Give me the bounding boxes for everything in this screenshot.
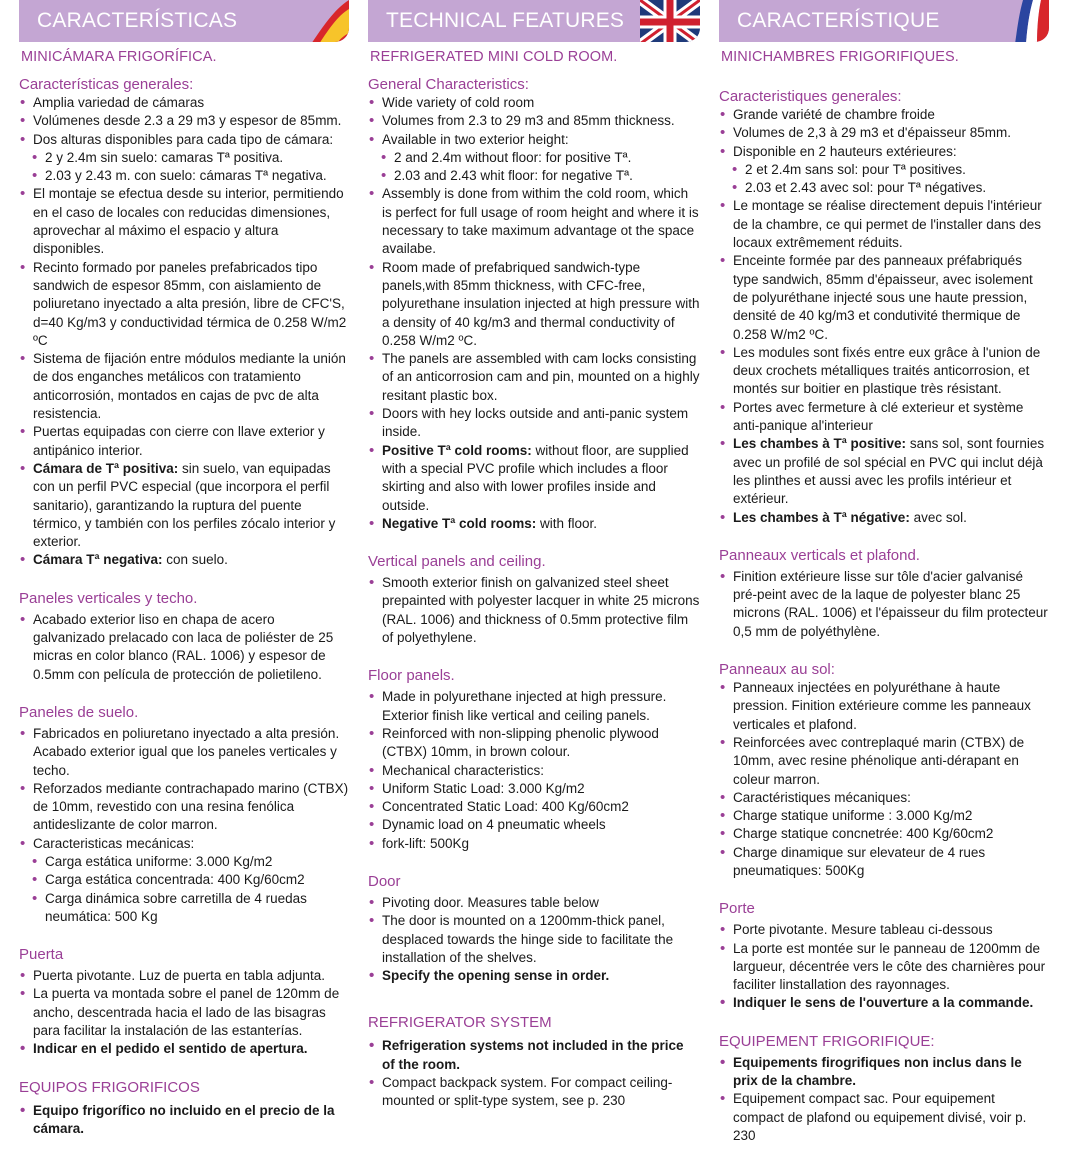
section-title: EQUIPEMENT FRIGORIFIQUE: xyxy=(719,1032,935,1050)
item-text: without floor, are supplied with a special PVC profile which includes a floor skirting and also with lower profiles inside and outside. xyxy=(382,442,689,513)
list-item: • Assembly is done from withim the cold room, which is perfect for full usage of room height and where it is necessary to take maximum advantage ot the space availabe. xyxy=(368,185,700,258)
section-title: REFRIGERATOR SYSTEM xyxy=(368,1014,552,1032)
section-title: Paneles verticales y techo. xyxy=(19,589,198,607)
list-item xyxy=(368,442,700,515)
list-subitem: • 2.03 y 2.43 m. con suelo: cámaras Tª negativa. xyxy=(19,167,349,185)
list-item: • Portes avec fermeture à clé exterieur et système anti-panique al'interieur xyxy=(719,399,1049,436)
section-header xyxy=(19,0,349,42)
list-item xyxy=(719,509,1049,527)
section-title: Door xyxy=(368,872,401,890)
panels-section xyxy=(368,552,700,647)
list-item: • Compact backpack system. For compact ceiling-mounted or split-type system, see p. 230 xyxy=(368,1074,700,1111)
section-title: Caracteristiques generales: xyxy=(719,88,902,105)
list-item: • Refrigeration systems not included in the price of the room. xyxy=(368,1037,700,1074)
list-item: • Volumes from 2.3 to 29 m3 and 85mm thickness. xyxy=(368,112,700,130)
list-item: • Equipements firogrifiques non inclus dans le prix de la chambre. xyxy=(719,1054,1049,1091)
general-section xyxy=(719,87,1049,527)
header-title: CARACTERÍSTICAS xyxy=(37,9,238,32)
section-title: Puerta xyxy=(19,946,64,964)
section-title: Características generales: xyxy=(19,76,194,93)
list-item: • Concentrated Static Load: 400 Kg/60cm2 xyxy=(368,798,700,816)
equipment-section xyxy=(719,1032,1049,1145)
bold-label: Les chambes à Tª positive: xyxy=(733,436,907,452)
list-item: • Volúmenes desde 2.3 a 29 m3 y espesor de 85mm. xyxy=(19,112,349,130)
column-french xyxy=(719,0,1049,1145)
list-item: • La porte est montée sur le panneau de 1200mm de largueur, décentrée vers le côte des charnières pour faciliter linstallation des rayonnages. xyxy=(719,940,1049,995)
bold-label: Les chambes à Tª négative: xyxy=(733,509,910,525)
list-subitem: • 2.03 and 2.43 whit floor: for negative Tª. xyxy=(368,167,700,185)
item-text: sans sol, sont fournies avec un profilé de sol spécial en PVC qui inclut déjà les plinthes et aussi avec les profils intérieur et extérieur. xyxy=(733,436,1045,507)
section-title: Vertical panels and ceiling. xyxy=(368,553,546,571)
subtitle: MINICÁMARA FRIGORÍFICA. xyxy=(21,49,217,65)
list-item: • Smooth exterior finish on galvanized steel sheet prepainted with polyester lacquer in white 25 microns (RAL. 1006) and thickness of 0.5mm protective film of polyethylene. xyxy=(368,574,700,647)
list-item xyxy=(19,460,349,551)
list-subitem: • 2 y 2.4m sin suelo: camaras Tª positiva. xyxy=(19,149,349,167)
list-item: • La puerta va montada sobre el panel de 120mm de ancho, descentrada hacia el lado de las bisagras para facilitar la instalación de las estanterías. xyxy=(19,985,349,1040)
list-item: • Equipement compact sac. Pour equipement compact de plafond ou equipement divisé, voir p. 230 xyxy=(719,1090,1049,1145)
list-item: • Volumes de 2,3 à 29 m3 et d'épaisseur 85mm. xyxy=(719,124,1049,142)
floor-section xyxy=(719,660,1049,880)
list-item: • Panneaux injectées en polyuréthane à haute pression. Finition extérieure comme les panneaux verticales et plafond. xyxy=(719,679,1049,734)
item-text: con suelo. xyxy=(162,552,228,568)
section-header xyxy=(368,0,700,42)
section-title: General Characteristics: xyxy=(368,76,529,93)
list-item: • Puerta pivotante. Luz de puerta en tabla adjunta. xyxy=(19,967,349,985)
list-subitem: • 2.03 et 2.43 avec sol: pour Tª négatives. xyxy=(719,179,1049,197)
list-item: • Pivoting door. Measures table below xyxy=(368,894,700,912)
general-section xyxy=(368,75,700,533)
list-item xyxy=(368,515,700,533)
section-header xyxy=(719,0,1049,42)
list-item: • Enceinte formée par des panneaux préfabriqués type sandwich, 85mm d'épaisseur, avec isolement de polyuréthane injecté sous une haute pression, densité de 40 kg/m3 et condutivité thermique de 0.258 W/m2 ºC. xyxy=(719,252,1049,343)
uk-flag-icon xyxy=(640,0,700,42)
floor-section xyxy=(368,666,700,853)
list-item: • Specify the opening sense in order. xyxy=(368,967,700,985)
list-item: • Recinto formado por paneles prefabricados tipo sandwich de espesor 85mm, con aislamiento de poliuretano inyectado a alta presión, libre de CFC'S, d=40 Kg/m3 y conductividad térmica de 0.258 W/m2 ºC xyxy=(19,259,349,350)
list-item: • The panels are assembled with cam locks consisting of an anticorrosion cam and pin, mounted on a highly resitant plastic box. xyxy=(368,350,700,405)
equipment-section xyxy=(368,1013,700,1110)
subtitle: MINICHAMBRES FRIGORIFIQUES. xyxy=(721,49,959,65)
list-subitem: • Carga estática concentrada: 400 Kg/60cm2 xyxy=(19,871,349,889)
list-item: • Sistema de fijación entre módulos mediante la unión de dos enganches metálicos con tratamiento anticorrosión, montados en cajas de pvc de alta resistencia. xyxy=(19,350,349,423)
list-subitem: • 2 et 2.4m sans sol: pour Tª positives. xyxy=(719,161,1049,179)
bold-label: Positive Tª cold rooms: xyxy=(382,442,532,458)
list-item: • Indiquer le sens de l'ouverture a la commande. xyxy=(719,994,1049,1012)
bold-label: Cámara Tª negativa: xyxy=(33,552,163,568)
item-text: with floor. xyxy=(536,515,598,531)
list-item: • Grande variété de chambre froide xyxy=(719,106,1049,124)
list-item: • Les modules sont fixés entre eux grâce à l'union de deux crochets métalliques traités anticorrosion, et montés sur boitier en plastique très résistant. xyxy=(719,344,1049,399)
list-item: • Uniform Static Load: 3.000 Kg/m2 xyxy=(368,780,700,798)
list-item: • El montaje se efectua desde su interior, permitiendo en el caso de locales con reducidas dimensiones, aprovechar al máximo el espacio y altura disponibles. xyxy=(19,185,349,258)
list-item: • Reforzados mediante contrachapado marino (CTBX) de 10mm, revestido con una resina fenólica antideslizante de color marron. xyxy=(19,780,349,835)
floor-section xyxy=(19,703,349,926)
header-title: TECHNICAL FEATURES xyxy=(386,9,625,32)
list-item: • Equipo frigorífico no incluido en el precio de la cámara. xyxy=(19,1102,349,1139)
list-item: • Fabricados en poliuretano inyectado a alta presión. Acabado exterior igual que los paneles verticales y techo. xyxy=(19,725,349,780)
panels-section xyxy=(719,546,1049,641)
list-item: • Reinforcées avec contreplaqué marin (CTBX) de 10mm, avec resine phénolique anti-dérapant en coleur marron. xyxy=(719,734,1049,789)
list-item: • Dynamic load on 4 pneumatic wheels xyxy=(368,816,700,834)
list-item: • Wide variety of cold room xyxy=(368,94,700,112)
list-subitem: • Carga estática uniforme: 3.000 Kg/m2 xyxy=(19,853,349,871)
list-item xyxy=(719,435,1049,508)
door-section xyxy=(368,872,700,985)
list-subitem: • Carga dinámica sobre carretilla de 4 ruedas neumática: 500 Kg xyxy=(19,890,349,927)
column-spanish xyxy=(19,0,349,1138)
list-item: • Doors with hey locks outside and anti-panic system inside. xyxy=(368,405,700,442)
section-title: EQUIPOS FRIGORIFICOS xyxy=(19,1078,200,1096)
list-item: • Reinforced with non-slipping phenolic plywood (CTBX) 10mm, in brown colour. xyxy=(368,725,700,762)
door-section xyxy=(719,899,1049,1012)
section-title: Floor panels. xyxy=(368,667,455,685)
header-title: CARACTERÍSTIQUE xyxy=(737,9,940,32)
section-title: Porte xyxy=(719,900,755,918)
panels-section xyxy=(19,589,349,684)
list-item: • Dos alturas disponibles para cada tipo de cámara: xyxy=(19,131,349,149)
column-english xyxy=(368,0,700,1111)
list-item xyxy=(19,551,349,569)
subtitle: REFRIGERATED MINI COLD ROOM. xyxy=(370,49,618,65)
list-item: • Finition extérieure lisse sur tôle d'acier galvanisé pré-peint avec de la laque de polyester blanc 25 microns (RAL. 1006) et l'épaisseur du film protecteur 0,5 mm de polyéthylène. xyxy=(719,568,1049,641)
list-item: • Amplia variedad de cámaras xyxy=(19,94,349,112)
item-text: avec sol. xyxy=(909,509,967,525)
door-section xyxy=(19,945,349,1058)
list-item: • Charge dinamique sur elevateur de 4 rues pneumatiques: 500Kg xyxy=(719,844,1049,881)
general-section xyxy=(19,75,349,570)
list-item: • Puertas equipadas con cierre con llave exterior y antipánico interior. xyxy=(19,423,349,460)
item-text: sin suelo, van equipadas con un perfil PVC especial (que incorpora el perfil sanitario), garantizando la ruptura del puente térmico, y también con los perfiles zócalo interior y exterior. xyxy=(33,460,336,550)
equipment-section xyxy=(19,1078,349,1139)
list-item: • fork-lift: 500Kg xyxy=(368,835,700,853)
list-item: • Room made of prefabriqued sandwich-type panels,with 85mm thickness, with CFC-free, polyurethane insulation injected at high pressure with a density of 40 kg/m3 and thermal conductivity of 0.258 W/m2 ºC. xyxy=(368,259,700,350)
list-subitem: • 2 and 2.4m without floor: for positive Tª. xyxy=(368,149,700,167)
section-title: Panneaux au sol: xyxy=(719,661,835,679)
list-item: • Mechanical characteristics: xyxy=(368,762,700,780)
list-item: • Available in two exterior height: xyxy=(368,131,700,149)
france-flag-icon xyxy=(989,0,1049,42)
list-item: • Acabado exterior liso en chapa de acero galvanizado prelacado con laca de poliéster de 25 micras en color blanco (RAL. 1006) y espesor de 0.5mm con película de protección de polietileno. xyxy=(19,611,349,684)
list-item: • Indicar en el pedido el sentido de apertura. xyxy=(19,1040,349,1058)
section-title: Paneles de suelo. xyxy=(19,703,139,721)
list-item: • The door is mounted on a 1200mm-thick panel, desplaced towards the hinge side to facilitate the installation of the shelves. xyxy=(368,912,700,967)
list-item: • Le montage se réalise directement depuis l'intérieur de la chambre, ce qui permet de l'installer dans des locaux extrêmement réduits. xyxy=(719,197,1049,252)
bold-label: Negative Tª cold rooms: xyxy=(382,515,537,531)
list-item: • Caracteristicas mecánicas: xyxy=(19,835,349,853)
list-item: • Charge statique concnetrée: 400 Kg/60cm2 xyxy=(719,825,1049,843)
bold-label: Cámara de Tª positiva: xyxy=(33,460,179,476)
list-item: • Made in polyurethane injected at high pressure. Exterior finish like vertical and ceiling panels. xyxy=(368,688,700,725)
list-item: • Disponible en 2 hauteurs extérieures: xyxy=(719,143,1049,161)
list-item: • Charge statique uniforme : 3.000 Kg/m2 xyxy=(719,807,1049,825)
spain-flag-icon xyxy=(289,0,349,42)
list-item: • Caractéristiques mécaniques: xyxy=(719,789,1049,807)
list-item: • Porte pivotante. Mesure tableau ci-dessous xyxy=(719,921,1049,939)
section-title: Panneaux verticals et plafond. xyxy=(719,546,920,564)
